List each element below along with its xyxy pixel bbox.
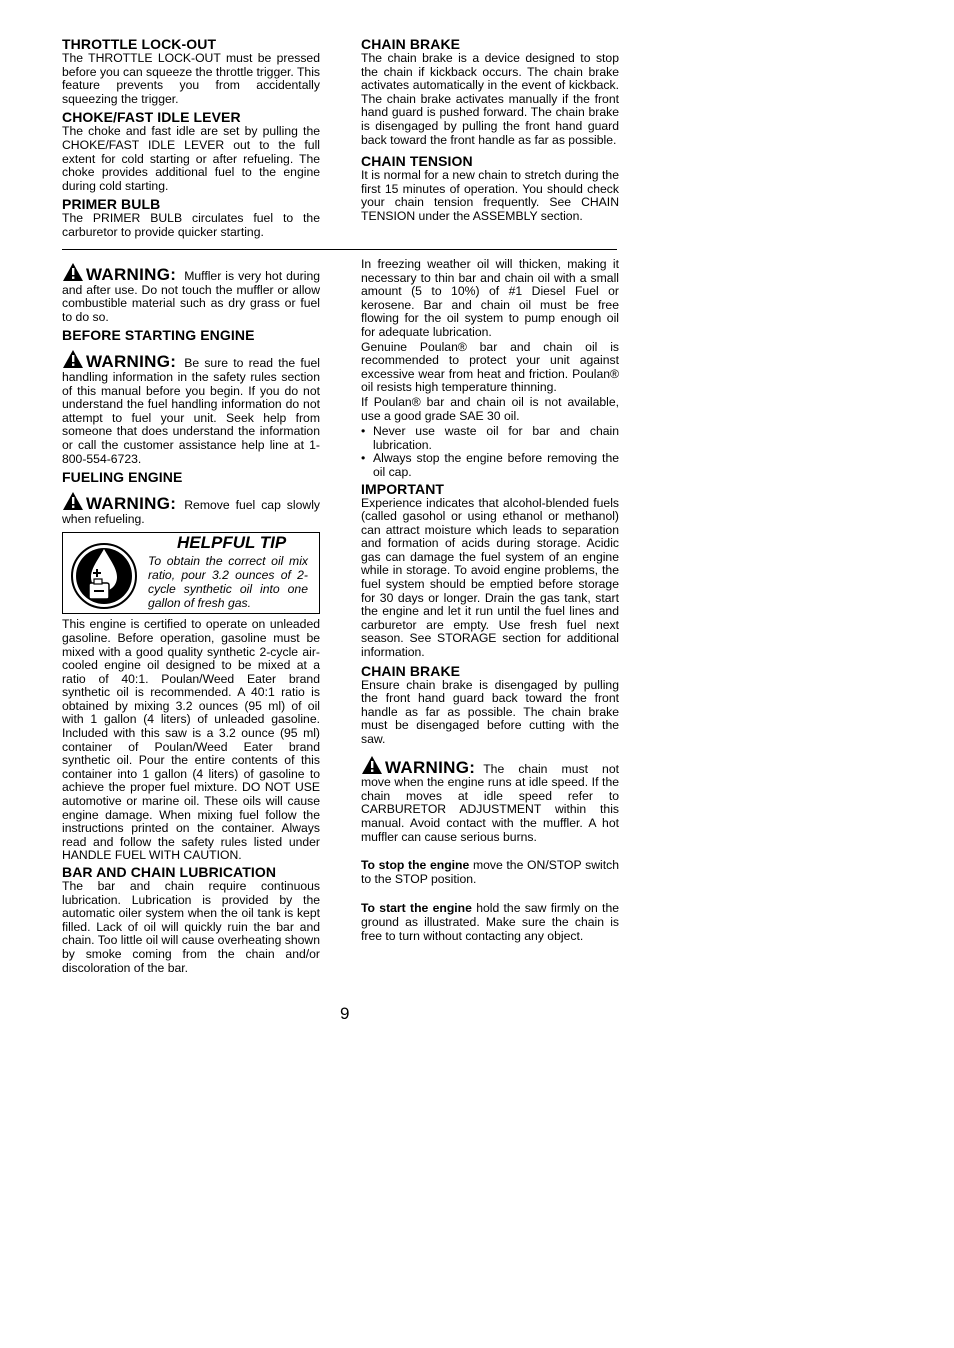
warning-chain-idle (361, 755, 619, 845)
important-heading: IMPORTANT (361, 480, 445, 497)
chain-brake-heading-2: CHAIN BRAKE (361, 662, 461, 679)
bar-chain-lubrication-text: The bar and chain require continuous lubrication. Lubrication is provided by the automatic oiler system when the oil tank is kept filled. Lack of oil will quickly ruin the bar and chain. Too little oil will cause overheating shown by smoke coming from the chain and/or discoloration of the bar. (62, 879, 320, 975)
bar-chain-lubrication-heading: BAR AND CHAIN LUBRICATION (62, 864, 277, 880)
warning-label: WARNING: (385, 757, 476, 777)
genuine-oil-text: Genuine Poulan® bar and chain oil is recommended to protect your unit against excessive wear from heat and friction. Poulan® oil resists high temperature thinning. (361, 339, 619, 395)
start-engine-text (361, 902, 619, 943)
throttle-lockout-heading: THROTTLE LOCK-OUT (62, 36, 217, 52)
fueling-engine-heading: FUELING ENGINE (62, 469, 183, 486)
warning-fuel-cap-text: Remove fuel cap slowly when refueling. (62, 498, 320, 526)
oil-precautions-list (361, 425, 619, 479)
bottom-right-column (361, 258, 619, 943)
warning-triangle-icon (62, 262, 84, 282)
warning-fuel-cap (62, 491, 320, 526)
start-engine-label: To start the engine (361, 901, 472, 916)
fuel-mixing-text: This engine is certified to operate on unleaded gasoline. Before operation, gasoline must be mixed with a good quality synthetic 2-cycle air-cooled engine oil designed to be mixed at a ratio of 40:1. Poulan/Weed Eater brand synthetic oil is recommended. A 40:1 ratio is obtained by mixing 3.2 ounces (95 ml) of oil with 1 gallon (4 liters) of unleaded gasoline. Included with this saw is a 3.2 ounce (95 ml) container of Poulan/Weed Eater brand synthetic oil. Pour the entire contents of this container into 1 gallon (4 liters) of gasoline to achieve the proper fuel mixture. DO NOT USE automotive or marine oil. These oils will cause engine damage. When mixing fuel follow the instructions printed on the container. Always read and follow the safety rules listed under HANDLE FUEL WITH CAUTION. (62, 617, 320, 863)
warning-label: WARNING: (86, 352, 177, 372)
top-right-column (361, 36, 619, 224)
stop-engine-label: To stop the engine (361, 858, 470, 873)
warning-triangle-icon (361, 755, 383, 775)
primer-bulb-heading: PRIMER BULB (62, 196, 161, 213)
freezing-weather-text: In freezing weather oil will thicken, making it necessary to thin bar and chain oil with a small amount (5 to 10%) of #1 Diesel Fuel or kerosene. Bar and chain oil must be free flowing for the oil system to pump enough oil for adequate lubrication. (361, 257, 619, 339)
chain-tension-heading: CHAIN TENSION (361, 153, 473, 170)
chain-brake-disengage-text: Ensure chain brake is disengaged by pulling the front hand guard back toward the front handle as far as possible. The chain brake must be disengaged before cutting with the saw. (361, 677, 619, 746)
list-item: • Never use waste oil for bar and chain lubrication. (361, 425, 619, 452)
choke-text: The choke and fast idle are set by pulling the CHOKE/FAST IDLE LEVER out to the full extent for cold starting or after refueling. The choke provides additional fuel to the engine during cold starting. (62, 124, 320, 193)
warning-triangle-icon (62, 491, 84, 511)
important-text: Experience indicates that alcohol-blended fuels (called gasohol or using ethanol or methanol) can attract moisture which leads to separation and formation of acids during storage. Acidic gas can damage the fuel system of an engine while in storage. To avoid engine problems, the fuel system should be emptied before storage for 30 days or longer. Drain the gas tank, start the engine and let it run until the fuel lines and carburetor are empty. Use fresh fuel next season. See STORAGE section for additional information. (361, 495, 619, 660)
sae-oil-text: If Poulan® bar and chain oil is not available, use a good grade SAE 30 oil. (361, 394, 619, 423)
oil-drop-icon (67, 539, 141, 609)
warning-fuel-handling-text: Be sure to read the fuel handling information in the safety rules section of this manual before you begin. If you do not understand the fuel handling information do not attempt to fuel your unit. Seek help from someone that does understand the information or call the customer assistance help line at 1-800-554-6723. (62, 356, 320, 466)
warning-muffler-text: Muffler is very hot during and after use. Do not touch the muffler or allow combustible material such as dry grass or fuel to do so. (62, 269, 320, 324)
section-divider (62, 249, 617, 250)
helpful-tip-box (62, 532, 320, 614)
throttle-lockout-text: The THROTTLE LOCK-OUT must be pressed before you can squeeze the throttle trigger. This feature prevents you from accidentally squeezing the trigger. (62, 51, 320, 106)
stop-engine-text (361, 859, 619, 886)
page-number: 9 (340, 1004, 350, 1023)
chain-brake-text: The chain brake is a device designed to stop the chain if kickback occurs. The chain brake activates automatically in the event of kickback. The chain brake activates manually if the front hand guard is pushed forward. The chain brake is disengaged by pulling the front hand guard back toward the front handle as far as possible. (361, 51, 619, 147)
helpful-tip-title: HELPFUL TIP (177, 533, 287, 553)
chain-brake-heading: CHAIN BRAKE (361, 36, 461, 52)
top-left-column (62, 36, 320, 240)
list-item: • Always stop the engine before removing the oil cap. (361, 452, 619, 479)
chain-tension-text: It is normal for a new chain to stretch during the first 15 minutes of operation. You should check your chain tension frequently. See CHAIN TENSION under the ASSEMBLY section. (361, 168, 619, 223)
warning-label: WARNING: (86, 265, 177, 284)
warning-fuel-handling (62, 349, 320, 466)
warning-chain-idle-text: The chain must not move when the engine runs at idle speed. If the chain moves at idle speed refer to CARBURETOR ADJUSTMENT within this manual. Avoid contact with the muffler. A hot muffler can cause serious burns. (361, 761, 619, 844)
choke-heading: CHOKE/FAST IDLE LEVER (62, 109, 241, 126)
helpful-tip-text: To obtain the correct oil mix ratio, pour 3.2 ounces of 2-cycle synthetic oil into one gallon of fresh gas. (148, 554, 308, 610)
warning-muffler (62, 262, 320, 324)
bottom-left-column (62, 262, 320, 975)
stop-engine-instructions: move the ON/STOP switch to the STOP position. (361, 858, 619, 886)
start-engine-instructions: hold the saw firmly on the ground as illustrated. Make sure the chain is free to turn without contacting any object. (361, 901, 619, 943)
primer-bulb-text: The PRIMER BULB circulates fuel to the carburetor to provide quicker starting. (62, 211, 320, 239)
warning-triangle-icon (62, 349, 84, 369)
before-starting-heading: BEFORE STARTING ENGINE (62, 327, 255, 344)
warning-label: WARNING: (86, 494, 177, 514)
